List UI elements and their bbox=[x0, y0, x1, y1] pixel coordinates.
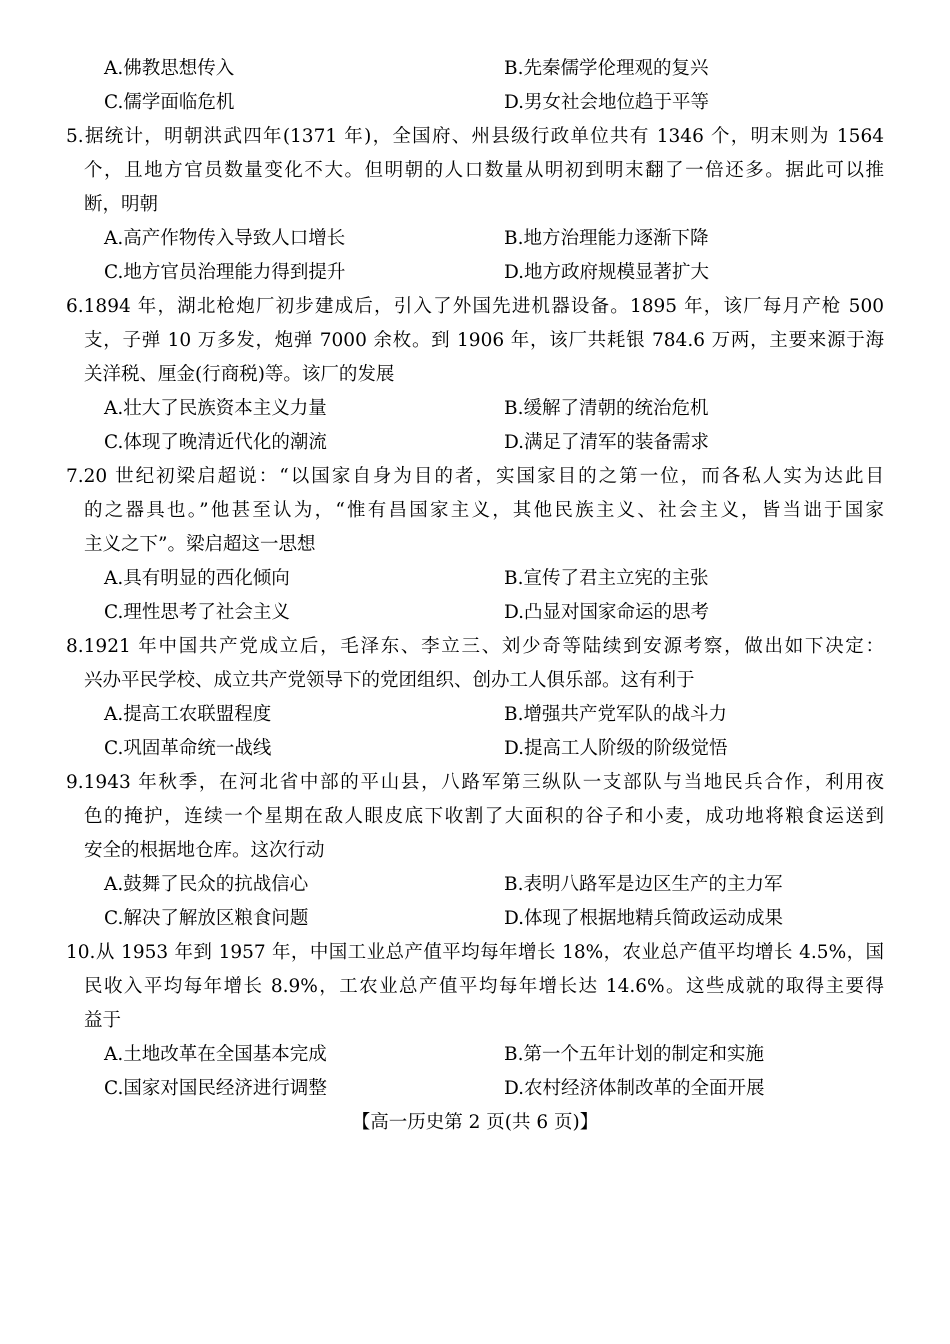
q7-option-a: A.具有明显的西化倾向 bbox=[104, 568, 290, 589]
q6-option-c: C.体现了晚清近代化的潮流 bbox=[104, 432, 327, 453]
q4-option-a: A.佛教思想传入 bbox=[104, 58, 235, 79]
q10-option-d: D.农村经济体制改革的全面开展 bbox=[504, 1078, 765, 1099]
q5-option-b: B.地方治理能力逐渐下降 bbox=[504, 228, 709, 249]
q8-option-a: A.提高工农联盟程度 bbox=[104, 704, 272, 725]
q7-options-row-1 bbox=[104, 564, 904, 594]
q8-option-b: B.增强共产党军队的战斗力 bbox=[504, 704, 727, 725]
q10-stem-line-3: 益于 bbox=[84, 1010, 122, 1031]
q7-stem-line-1: 7.20 世纪初梁启超说：“以国家自身为目的者，实国家目的之第一位，而各私人实为达此目 bbox=[66, 466, 884, 487]
q7-options-row-2 bbox=[104, 598, 904, 628]
q9-option-c: C.解决了解放区粮食问题 bbox=[104, 908, 309, 929]
q6-stem-line-1: 6.1894 年，湖北枪炮厂初步建成后，引入了外国先进机器设备。1895 年，该厂每月产枪 500 bbox=[66, 296, 884, 317]
q5-stem-line-1: 5.据统计，明朝洪武四年(1371 年)，全国府、州县级行政单位共有 1346 个，明末则为 1564 bbox=[66, 126, 884, 147]
page-footer: 【高一历史第 2 页(共 6 页)】 bbox=[351, 1112, 599, 1133]
q5-option-d: D.地方政府规模显著扩大 bbox=[504, 262, 710, 283]
q10-options-row-2 bbox=[104, 1074, 904, 1104]
q6-options-row-1 bbox=[104, 394, 904, 424]
q10-option-c: C.国家对国民经济进行调整 bbox=[104, 1078, 327, 1099]
q8-option-c: C.巩固革命统一战线 bbox=[104, 738, 272, 759]
q5-option-c: C.地方官员治理能力得到提升 bbox=[104, 262, 346, 283]
q6-option-a: A.壮大了民族资本主义力量 bbox=[104, 398, 327, 419]
q9-stem-line-3: 安全的根据地仓库。这次行动 bbox=[84, 840, 325, 861]
q8-options-row-2 bbox=[104, 734, 904, 764]
q7-stem-line-2: 的之器具也。”他甚至认为，“惟有昌国家主义，其他民族主义、社会主义，皆当诎于国家 bbox=[84, 500, 884, 521]
q5-options-row-1 bbox=[104, 224, 904, 254]
q5-stem-line-2: 个，且地方官员数量变化不大。但明朝的人口数量从明初到明末翻了一倍还多。据此可以推 bbox=[84, 160, 884, 181]
q8-options-row-1 bbox=[104, 700, 904, 730]
q4-options-row-1 bbox=[104, 54, 904, 84]
q6-option-b: B.缓解了清朝的统治危机 bbox=[504, 398, 709, 419]
q4-option-c: C.儒学面临危机 bbox=[104, 92, 235, 113]
q5-options-row-2 bbox=[104, 258, 904, 288]
q10-option-a: A.土地改革在全国基本完成 bbox=[104, 1044, 327, 1065]
q8-stem-line-1: 8.1921 年中国共产党成立后，毛泽东、李立三、刘少奇等陆续到安源考察，做出如下决定： bbox=[66, 636, 884, 657]
q4-option-b: B.先秦儒学伦理观的复兴 bbox=[504, 58, 709, 79]
q9-option-d: D.体现了根据地精兵简政运动成果 bbox=[504, 908, 784, 929]
q6-stem-line-3: 关洋税、厘金(行商税)等。该厂的发展 bbox=[84, 364, 395, 385]
q10-option-b: B.第一个五年计划的制定和实施 bbox=[504, 1044, 764, 1065]
q9-option-a: A.鼓舞了民众的抗战信心 bbox=[104, 874, 309, 895]
q6-stem-line-2: 支，子弹 10 万多发，炮弹 7000 余枚。到 1906 年，该厂共耗银 784.6 万两，主要来源于海 bbox=[84, 330, 884, 351]
q10-stem-line-2: 民收入平均每年增长 8.9%，工农业总产值平均每年增长达 14.6%。这些成就的取得主要得 bbox=[84, 976, 884, 997]
q9-options-row-1 bbox=[104, 870, 904, 900]
q6-option-d: D.满足了清军的装备需求 bbox=[504, 432, 710, 453]
q9-options-row-2 bbox=[104, 904, 904, 934]
q5-option-a: A.高产作物传入导致人口增长 bbox=[104, 228, 346, 249]
q10-stem-line-1: 10.从 1953 年到 1957 年，中国工业总产值平均每年增长 18%，农业总产值平均增长 4.5%，国 bbox=[66, 942, 884, 963]
q7-stem-line-3: 主义之下”。梁启超这一思想 bbox=[84, 534, 316, 555]
q7-option-c: C.理性思考了社会主义 bbox=[104, 602, 290, 623]
q8-stem-line-2: 兴办平民学校、成立共产党领导下的党团组织、创办工人俱乐部。这有利于 bbox=[84, 670, 695, 691]
q9-stem-line-2: 色的掩护，连续一个星期在敌人眼皮底下收割了大面积的谷子和小麦，成功地将粮食运送到 bbox=[84, 806, 884, 827]
q10-options-row-1 bbox=[104, 1040, 904, 1070]
q9-stem-line-1: 9.1943 年秋季，在河北省中部的平山县，八路军第三纵队一支部队与当地民兵合作，利用夜 bbox=[66, 772, 884, 793]
q4-options-row-2 bbox=[104, 88, 904, 118]
q7-option-d: D.凸显对国家命运的思考 bbox=[504, 602, 710, 623]
q6-options-row-2 bbox=[104, 428, 904, 458]
q7-option-b: B.宣传了君主立宪的主张 bbox=[504, 568, 709, 589]
q8-option-d: D.提高工人阶级的阶级觉悟 bbox=[504, 738, 728, 759]
q5-stem-line-3: 断，明朝 bbox=[84, 194, 159, 215]
q4-option-d: D.男女社会地位趋于平等 bbox=[504, 92, 710, 113]
q9-option-b: B.表明八路军是边区生产的主力军 bbox=[504, 874, 783, 895]
